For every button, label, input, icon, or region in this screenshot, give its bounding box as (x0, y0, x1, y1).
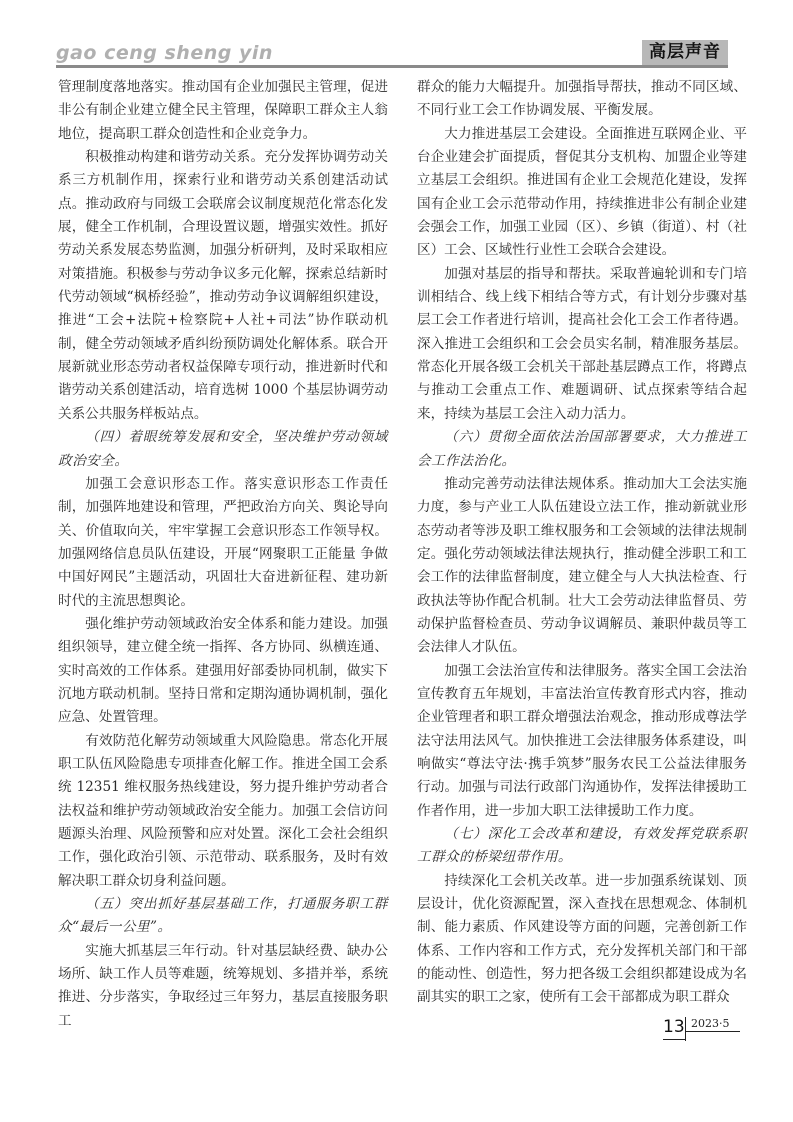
subsection-heading: （四）着眼统筹发展和安全，坚决维护劳动领域政治安全。 (58, 429, 388, 469)
paragraph: 强化维护劳动领域政治安全体系和能力建设。加强组织领导，建立健全统一指挥、各方协同、纵横连通、实时高效的工作体系。建强用好部委协同机制，做实下沉地方联动机制。坚持日常和定期沟通协调机制，强化应急、处置管理。 (58, 615, 388, 726)
paragraph: 加强工会法治宣传和法律服务。落实全国工会法治宣传教育五年规划，丰富法治宣传教育形式内容，推动企业管理者和职工群众增强法治观念，推动形成尊法学法守法用法风气。加快推进工会法律服务体系建设，叫响做实“尊法守法·携手筑梦”服务农民工公益法律服务行动。加强与司法行政部门沟通协作，发挥法律援助工作者作用，进一步加大职工法律援助工作力度。 (417, 662, 747, 819)
paragraph: 有效防范化解劳动领域重大风险隐患。常态化开展职工队伍风险隐患专项排查化解工作。推进全国工会系统 12351 维权服务热线建设，努力提升维护劳动者合法权益和维护劳动领域政治安全能力。加强工会信访问题源头治理、风险预警和应对处置。深化工会社会组织工作，强化政治引领、示范带动、联系服务，及时有效解决职工群众切身利益问题。 (58, 732, 388, 889)
paragraph: 实施大抓基层三年行动。针对基层缺经费、缺办公场所、缺工作人员等难题，统筹规划、多措并举，系统推进、分步落实，争取经过三年努力，基层直接服务职工 (58, 942, 388, 1029)
paragraph: 积极推动构建和谐劳动关系。充分发挥协调劳动关系三方机制作用，探索行业和谐劳动关系创建活动试点。推动政府与同级工会联席会议制度规范化常态化发展，健全工作机制，合理设置议题，增强实效性。抓好劳动关系发展态势监测，加强分析研判，及时采取相应对策措施。积极参与劳动争议多元化解，探索总结新时代劳动领域“枫桥经验”，推动劳动争议调解组织建设，推进“工会+法院+检察院+人社+司法”协作联动机制，健全劳动领域矛盾纠纷预防调处化解体系。联合开展新就业形态劳动者权益保障专项行动，推进新时代和谐劳动关系创建活动，培育选树 1000 个基层协调劳动关系公共服务样板站点。 (58, 149, 388, 422)
right-text-column (417, 76, 747, 1010)
footer-divider (685, 1017, 686, 1041)
paragraph: 群众的能力大幅提升。加强指导帮扶，推动不同区域、不同行业工会工作协调发展、平衡发展。 (417, 79, 747, 119)
header-rule (56, 65, 728, 68)
paragraph: 加强工会意识形态工作。落实意识形态工作责任制，加强阵地建设和管理，严把政治方向关、舆论导向关、价值取向关，牢牢掌握工会意识形态工作领导权。加强网络信息员队伍建设，开展“网聚职工正能量 争做中国好网民”主题活动，巩固壮大奋进新征程、建功新时代的主流思想舆论。 (58, 475, 388, 609)
section-tag: 高层声音 (642, 40, 728, 65)
issue-underline (686, 1031, 740, 1032)
column-latin-title: gao ceng sheng yin (56, 42, 273, 64)
subsection-heading: （七）深化工会改革和建设，有效发挥党联系职工群众的桥梁纽带作用。 (417, 826, 747, 866)
paragraph: 持续深化工会机关改革。进一步加强系统谋划、顶层设计，优化资源配置，深入查找在思想观念、体制机制、能力素质、作风建设等方面的问题，完善创新工作体系、工作内容和工作方式，充分发挥机关部门和干部的能动性、创造性，努力把各级工会组织都建设成为名副其实的职工之家，使所有工会干部都成为职工群众 (417, 872, 747, 1006)
page-footer (663, 1017, 773, 1045)
paragraph: 推动完善劳动法律法规体系。推动加大工会法实施力度，参与产业工人队伍建设立法工作，推动新就业形态劳动者等涉及职工维权服务和工会领域的法律法规制定。强化劳动领域法律法规执行，推动健全涉职工和工会工作的法律监督制度，建立健全与人大执法检查、行政执法等协作配合机制。壮大工会劳动法律监督员、劳动保护监督检查员、劳动争议调解员、兼职仲裁员等工会法律人才队伍。 (417, 475, 747, 656)
page-header (56, 40, 728, 70)
page-number-underline (663, 1039, 685, 1040)
paragraph: 管理制度落地落实。推动国有企业加强民主管理，促进非公有制企业建立健全民主管理，保障职工群众主人翁地位，提高职工群众创造性和企业竞争力。 (58, 79, 388, 142)
paragraph: 加强对基层的指导和帮扶。采取普遍轮训和专门培训相结合、线上线下相结合等方式，有计划分步骤对基层工会工作者进行培训，提高社会化工会工作者待遇。深入推进工会组织和工会会员实名制，精准服务基层。常态化开展各级工会机关干部赴基层蹲点工作，将蹲点与推动工会重点工作、难题调研、试点探索等结合起来，持续为基层工会注入动力活力。 (417, 265, 747, 422)
issue-label: 2023·5 (691, 1017, 730, 1030)
left-text-column (58, 76, 388, 1033)
paragraph: 大力推进基层工会建设。全面推进互联网企业、平台企业建会扩面提质，督促其分支机构、加盟企业等建立基层工会组织。推进国有企业工会规范化建设，发挥国有企业工会示范带动作用，持续推进非公有制企业建会强会工作，加强工业园（区）、乡镇（街道）、村（社区）工会、区域性行业性工会联合会建设。 (417, 125, 747, 259)
subsection-heading: （五）突出抓好基层基础工作，打通服务职工群众“最后一公里”。 (58, 896, 388, 936)
page-number: 13 (663, 1017, 685, 1037)
subsection-heading: （六）贯彻全面依法治国部署要求，大力推进工会工作法治化。 (417, 429, 747, 469)
